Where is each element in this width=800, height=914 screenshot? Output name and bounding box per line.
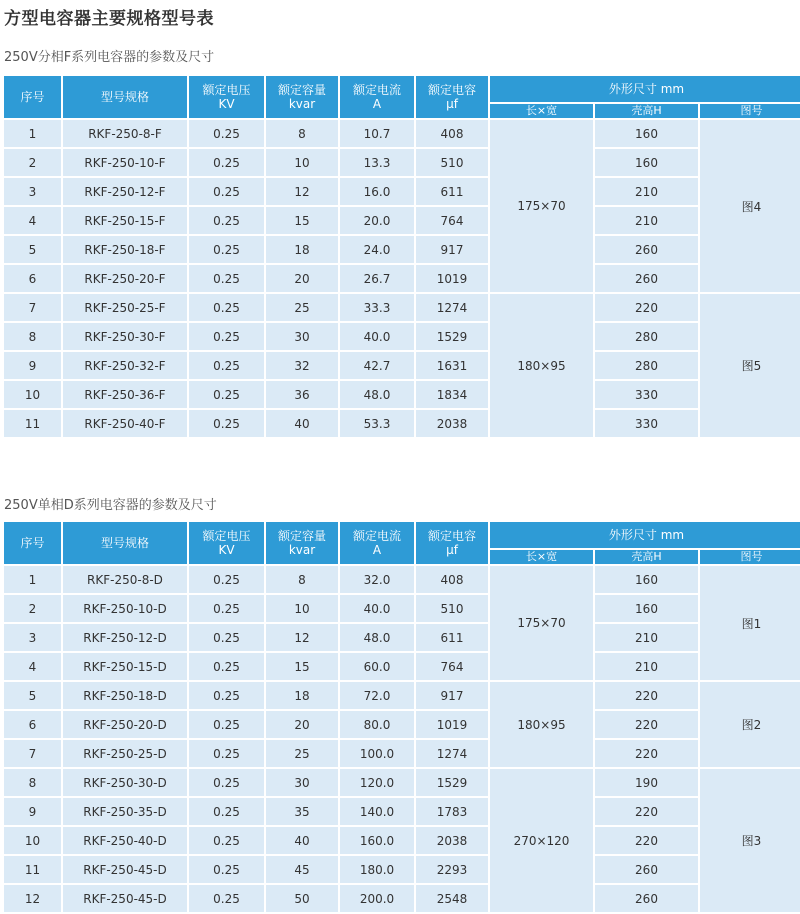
- cell-current: 33.3: [340, 294, 414, 321]
- cell-voltage: 0.25: [189, 294, 264, 321]
- cell-seq: 8: [4, 323, 61, 350]
- cell-height: 220: [595, 294, 698, 321]
- table-row: [4, 265, 800, 292]
- cell-model: RKF-250-20-D: [63, 711, 187, 738]
- cell-height: 210: [595, 624, 698, 651]
- cell-current: 26.7: [340, 265, 414, 292]
- cell-capacitance: 764: [416, 207, 488, 234]
- cell-capacitance: 1529: [416, 769, 488, 796]
- cell-seq: 9: [4, 798, 61, 825]
- cell-current: 40.0: [340, 323, 414, 350]
- cell-current: 200.0: [340, 885, 414, 912]
- cell-capacity: 32: [266, 352, 338, 379]
- cell-capacitance: 917: [416, 682, 488, 709]
- cell-seq: 12: [4, 885, 61, 912]
- cell-capacitance: 2038: [416, 410, 488, 437]
- table-row: [4, 798, 800, 825]
- cell-current: 10.7: [340, 120, 414, 147]
- header-lw: 长×宽: [490, 104, 593, 118]
- header-fig: 图号: [700, 104, 800, 118]
- table-row: [4, 769, 800, 796]
- table-row: [4, 323, 800, 350]
- cell-model: RKF-250-12-D: [63, 624, 187, 651]
- cell-seq: 1: [4, 120, 61, 147]
- cell-capacitance: 408: [416, 566, 488, 593]
- spec-table-d: [2, 520, 800, 914]
- section-title-d: 250V单相D系列电容器的参数及尺寸: [4, 498, 217, 513]
- cell-capacitance: 611: [416, 178, 488, 205]
- header-lw: 长×宽: [490, 550, 593, 564]
- cell-model: RKF-250-40-D: [63, 827, 187, 854]
- cell-height: 280: [595, 352, 698, 379]
- cell-voltage: 0.25: [189, 410, 264, 437]
- cell-height: 220: [595, 711, 698, 738]
- cell-model: RKF-250-18-D: [63, 682, 187, 709]
- cell-seq: 5: [4, 682, 61, 709]
- cell-seq: 7: [4, 740, 61, 767]
- cell-model: RKF-250-40-F: [63, 410, 187, 437]
- table-row: [4, 595, 800, 622]
- cell-current: 160.0: [340, 827, 414, 854]
- cell-model: RKF-250-45-D: [63, 856, 187, 883]
- cell-capacitance: 1274: [416, 740, 488, 767]
- cell-current: 80.0: [340, 711, 414, 738]
- cell-current: 42.7: [340, 352, 414, 379]
- cell-height: 220: [595, 798, 698, 825]
- cell-fig-group: 图1: [700, 566, 800, 680]
- cell-seq: 8: [4, 769, 61, 796]
- cell-current: 100.0: [340, 740, 414, 767]
- cell-height: 260: [595, 856, 698, 883]
- cell-capacitance: 2038: [416, 827, 488, 854]
- cell-seq: 5: [4, 236, 61, 263]
- header-voltage: 额定电压 KV: [189, 522, 264, 564]
- cell-voltage: 0.25: [189, 885, 264, 912]
- cell-capacity: 50: [266, 885, 338, 912]
- cell-seq: 7: [4, 294, 61, 321]
- table-row: [4, 885, 800, 912]
- table-row: [4, 740, 800, 767]
- cell-voltage: 0.25: [189, 352, 264, 379]
- cell-capacity: 20: [266, 711, 338, 738]
- cell-current: 16.0: [340, 178, 414, 205]
- cell-voltage: 0.25: [189, 653, 264, 680]
- cell-model: RKF-250-8-D: [63, 566, 187, 593]
- cell-capacity: 40: [266, 827, 338, 854]
- table-row: [4, 352, 800, 379]
- cell-voltage: 0.25: [189, 381, 264, 408]
- cell-voltage: 0.25: [189, 566, 264, 593]
- header-fig: 图号: [700, 550, 800, 564]
- table-row: [4, 566, 800, 593]
- table-row: [4, 294, 800, 321]
- cell-height: 260: [595, 236, 698, 263]
- cell-capacity: 18: [266, 236, 338, 263]
- cell-lw-group: 180×95: [490, 294, 593, 437]
- header-capacity: 额定容量 kvar: [266, 76, 338, 118]
- cell-model: RKF-250-18-F: [63, 236, 187, 263]
- cell-current: 140.0: [340, 798, 414, 825]
- cell-model: RKF-250-15-D: [63, 653, 187, 680]
- cell-capacity: 45: [266, 856, 338, 883]
- cell-capacity: 40: [266, 410, 338, 437]
- header-capacitance: 额定电容 μf: [416, 522, 488, 564]
- cell-capacitance: 1529: [416, 323, 488, 350]
- cell-seq: 4: [4, 207, 61, 234]
- cell-model: RKF-250-30-F: [63, 323, 187, 350]
- cell-seq: 9: [4, 352, 61, 379]
- cell-current: 20.0: [340, 207, 414, 234]
- cell-height: 260: [595, 885, 698, 912]
- cell-model: RKF-250-45-D: [63, 885, 187, 912]
- cell-capacity: 15: [266, 207, 338, 234]
- header-current: 额定电流 A: [340, 522, 414, 564]
- cell-voltage: 0.25: [189, 595, 264, 622]
- cell-current: 72.0: [340, 682, 414, 709]
- cell-height: 220: [595, 827, 698, 854]
- cell-current: 40.0: [340, 595, 414, 622]
- cell-voltage: 0.25: [189, 178, 264, 205]
- cell-fig-group: 图2: [700, 682, 800, 767]
- cell-capacity: 35: [266, 798, 338, 825]
- cell-voltage: 0.25: [189, 624, 264, 651]
- cell-seq: 1: [4, 566, 61, 593]
- header-model: 型号规格: [63, 522, 187, 564]
- table-row: [4, 682, 800, 709]
- cell-height: 210: [595, 178, 698, 205]
- cell-fig-group: 图5: [700, 294, 800, 437]
- cell-seq: 11: [4, 856, 61, 883]
- cell-capacity: 12: [266, 624, 338, 651]
- cell-voltage: 0.25: [189, 323, 264, 350]
- cell-voltage: 0.25: [189, 682, 264, 709]
- page-title: 方型电容器主要规格型号表: [4, 9, 214, 29]
- table-row: [4, 827, 800, 854]
- cell-height: 260: [595, 265, 698, 292]
- header-dims: 外形尺寸 mm: [490, 76, 800, 102]
- header-height: 壳高H: [595, 550, 698, 564]
- cell-capacity: 18: [266, 682, 338, 709]
- cell-height: 220: [595, 682, 698, 709]
- cell-model: RKF-250-32-F: [63, 352, 187, 379]
- cell-model: RKF-250-10-D: [63, 595, 187, 622]
- cell-capacity: 30: [266, 769, 338, 796]
- cell-seq: 10: [4, 827, 61, 854]
- table-row: [4, 381, 800, 408]
- cell-seq: 10: [4, 381, 61, 408]
- cell-current: 60.0: [340, 653, 414, 680]
- cell-current: 13.3: [340, 149, 414, 176]
- table-row: [4, 410, 800, 437]
- header-dims: 外形尺寸 mm: [490, 522, 800, 548]
- cell-height: 210: [595, 207, 698, 234]
- cell-capacitance: 2293: [416, 856, 488, 883]
- cell-current: 48.0: [340, 381, 414, 408]
- table-row: [4, 653, 800, 680]
- cell-voltage: 0.25: [189, 769, 264, 796]
- cell-capacity: 20: [266, 265, 338, 292]
- cell-seq: 2: [4, 595, 61, 622]
- cell-voltage: 0.25: [189, 711, 264, 738]
- cell-lw-group: 175×70: [490, 120, 593, 292]
- header-voltage: 额定电压 KV: [189, 76, 264, 118]
- header-capacity: 额定容量 kvar: [266, 522, 338, 564]
- cell-voltage: 0.25: [189, 149, 264, 176]
- cell-capacitance: 510: [416, 149, 488, 176]
- cell-capacity: 8: [266, 566, 338, 593]
- cell-capacity: 15: [266, 653, 338, 680]
- header-capacitance: 额定电容 μf: [416, 76, 488, 118]
- cell-lw-group: 175×70: [490, 566, 593, 680]
- cell-capacity: 36: [266, 381, 338, 408]
- cell-height: 210: [595, 653, 698, 680]
- cell-model: RKF-250-15-F: [63, 207, 187, 234]
- cell-model: RKF-250-36-F: [63, 381, 187, 408]
- cell-seq: 4: [4, 653, 61, 680]
- cell-capacity: 25: [266, 294, 338, 321]
- cell-height: 280: [595, 323, 698, 350]
- cell-current: 120.0: [340, 769, 414, 796]
- table-row: [4, 149, 800, 176]
- header-seq: 序号: [4, 522, 61, 564]
- cell-fig-group: 图4: [700, 120, 800, 292]
- table-row: [4, 236, 800, 263]
- cell-capacity: 8: [266, 120, 338, 147]
- table-row: [4, 120, 800, 147]
- cell-seq: 2: [4, 149, 61, 176]
- cell-model: RKF-250-25-F: [63, 294, 187, 321]
- cell-capacity: 30: [266, 323, 338, 350]
- cell-capacitance: 1783: [416, 798, 488, 825]
- cell-model: RKF-250-20-F: [63, 265, 187, 292]
- cell-current: 32.0: [340, 566, 414, 593]
- cell-lw-group: 180×95: [490, 682, 593, 767]
- cell-current: 180.0: [340, 856, 414, 883]
- cell-capacitance: 611: [416, 624, 488, 651]
- cell-height: 160: [595, 149, 698, 176]
- table-row: [4, 856, 800, 883]
- header-seq: 序号: [4, 76, 61, 118]
- cell-model: RKF-250-25-D: [63, 740, 187, 767]
- cell-current: 24.0: [340, 236, 414, 263]
- cell-height: 160: [595, 595, 698, 622]
- cell-model: RKF-250-8-F: [63, 120, 187, 147]
- cell-capacitance: 408: [416, 120, 488, 147]
- cell-height: 190: [595, 769, 698, 796]
- cell-capacitance: 917: [416, 236, 488, 263]
- cell-height: 160: [595, 566, 698, 593]
- cell-fig-group: 图3: [700, 769, 800, 912]
- cell-capacity: 10: [266, 595, 338, 622]
- cell-height: 330: [595, 410, 698, 437]
- cell-capacitance: 764: [416, 653, 488, 680]
- table-row: [4, 178, 800, 205]
- table-row: [4, 207, 800, 234]
- cell-capacitance: 1631: [416, 352, 488, 379]
- cell-capacitance: 1834: [416, 381, 488, 408]
- cell-voltage: 0.25: [189, 265, 264, 292]
- cell-model: RKF-250-30-D: [63, 769, 187, 796]
- table-row: [4, 624, 800, 651]
- table-row: [4, 711, 800, 738]
- cell-height: 220: [595, 740, 698, 767]
- cell-height: 330: [595, 381, 698, 408]
- cell-voltage: 0.25: [189, 120, 264, 147]
- cell-seq: 6: [4, 265, 61, 292]
- cell-model: RKF-250-10-F: [63, 149, 187, 176]
- cell-voltage: 0.25: [189, 740, 264, 767]
- cell-current: 48.0: [340, 624, 414, 651]
- cell-capacity: 25: [266, 740, 338, 767]
- cell-capacitance: 2548: [416, 885, 488, 912]
- header-current: 额定电流 A: [340, 76, 414, 118]
- cell-capacitance: 1019: [416, 265, 488, 292]
- header-height: 壳高H: [595, 104, 698, 118]
- cell-seq: 3: [4, 178, 61, 205]
- cell-voltage: 0.25: [189, 856, 264, 883]
- section-title-f: 250V分相F系列电容器的参数及尺寸: [4, 50, 215, 65]
- cell-capacitance: 510: [416, 595, 488, 622]
- cell-model: RKF-250-35-D: [63, 798, 187, 825]
- cell-seq: 11: [4, 410, 61, 437]
- spec-table-f: [2, 74, 800, 439]
- cell-lw-group: 270×120: [490, 769, 593, 912]
- cell-current: 53.3: [340, 410, 414, 437]
- cell-capacity: 12: [266, 178, 338, 205]
- cell-seq: 3: [4, 624, 61, 651]
- cell-voltage: 0.25: [189, 798, 264, 825]
- cell-height: 160: [595, 120, 698, 147]
- cell-capacitance: 1274: [416, 294, 488, 321]
- cell-capacitance: 1019: [416, 711, 488, 738]
- cell-seq: 6: [4, 711, 61, 738]
- header-model: 型号规格: [63, 76, 187, 118]
- cell-voltage: 0.25: [189, 236, 264, 263]
- cell-model: RKF-250-12-F: [63, 178, 187, 205]
- cell-voltage: 0.25: [189, 827, 264, 854]
- cell-voltage: 0.25: [189, 207, 264, 234]
- cell-capacity: 10: [266, 149, 338, 176]
